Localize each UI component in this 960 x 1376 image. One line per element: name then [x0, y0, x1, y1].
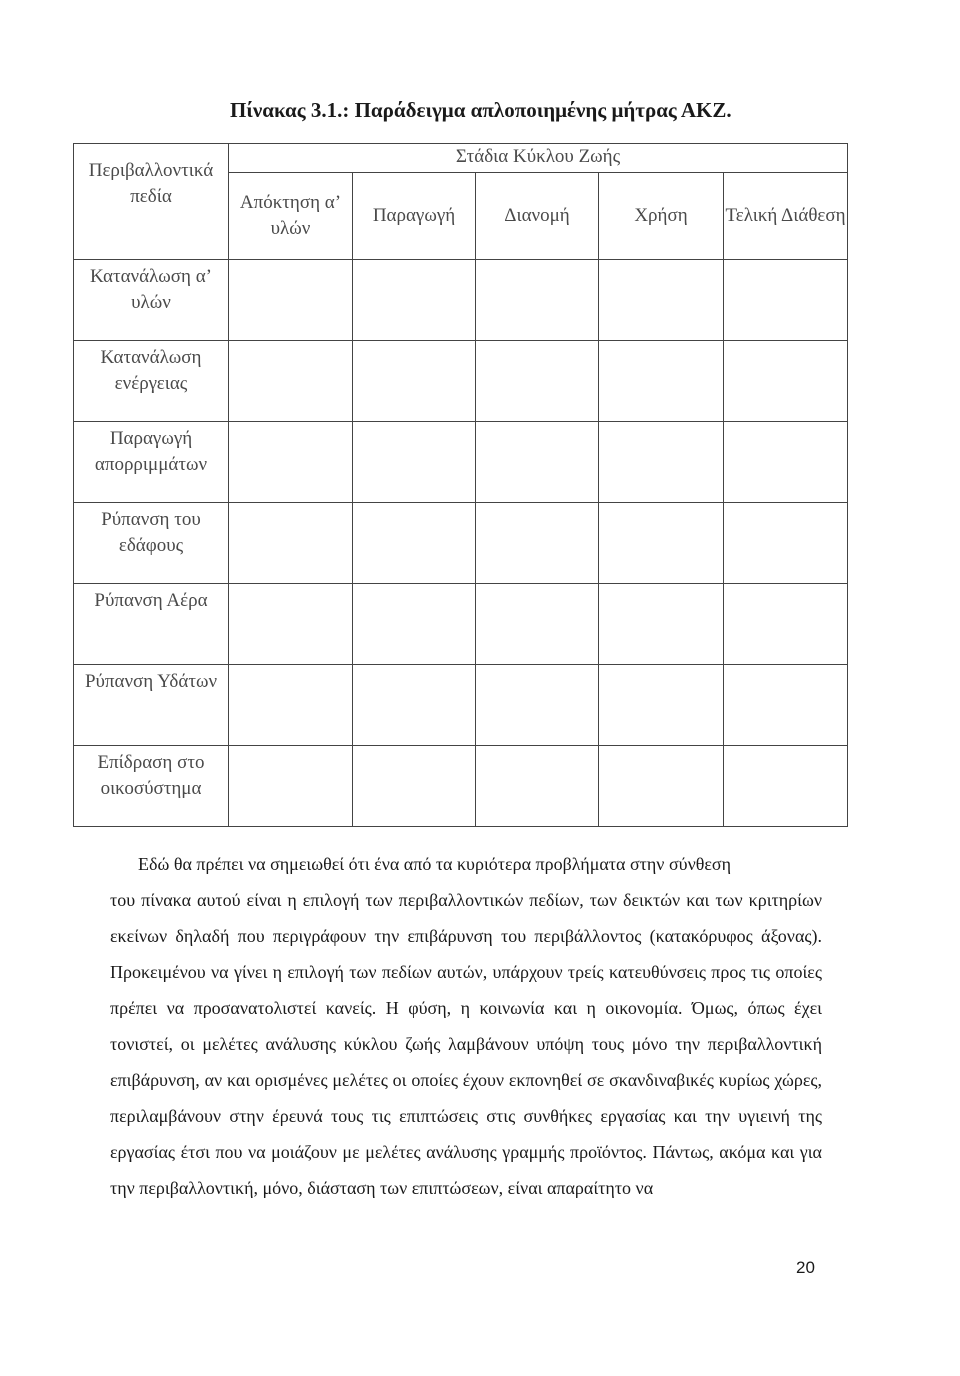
table-cell — [476, 503, 599, 584]
table-cell — [476, 422, 599, 503]
stage-header: Διανομή — [476, 173, 599, 260]
table-row — [74, 260, 848, 341]
table-cell — [724, 746, 848, 827]
table-cell — [353, 503, 476, 584]
table-cell — [229, 665, 353, 746]
row-label: Κατανάλωση α’ υλών — [74, 260, 229, 341]
table-cell — [229, 584, 353, 665]
table-cell — [229, 746, 353, 827]
paragraph-first-line: Εδώ θα πρέπει να σημειωθεί ότι ένα από τα κυριότερα προβλήματα στην σύνθεση — [138, 854, 731, 874]
table-cell — [599, 584, 724, 665]
lca-matrix-table — [73, 143, 848, 827]
table-row — [74, 422, 848, 503]
corner-header: Περιβαλλοντικά πεδία — [74, 144, 229, 260]
stage-header: Απόκτηση α’ υλών — [229, 173, 353, 260]
row-label: Ρύπανση του εδάφους — [74, 503, 229, 584]
page-number: 20 — [796, 1258, 815, 1277]
stage-header: Χρήση — [599, 173, 724, 260]
table-cell — [229, 503, 353, 584]
table-cell — [724, 584, 848, 665]
table-cell — [353, 584, 476, 665]
table-cell — [599, 260, 724, 341]
stage-header: Παραγωγή — [353, 173, 476, 260]
table-row — [74, 503, 848, 584]
table-row — [74, 746, 848, 827]
table-caption: Πίνακας 3.1.: Παράδειγμα απλοποιημένης μήτρας ΑΚΖ. — [230, 98, 732, 122]
table-cell — [229, 260, 353, 341]
body-paragraph — [110, 846, 822, 1206]
table-row — [74, 665, 848, 746]
table-cell — [724, 341, 848, 422]
row-label: Επίδραση στο οικοσύστημα — [74, 746, 229, 827]
table-cell — [724, 422, 848, 503]
row-label: Ρύπανση Υδάτων — [74, 665, 229, 746]
table-cell — [353, 260, 476, 341]
table-cell — [599, 746, 724, 827]
table-row — [74, 584, 848, 665]
table-cell — [353, 341, 476, 422]
table-row — [74, 341, 848, 422]
table-cell — [229, 341, 353, 422]
table-cell — [599, 341, 724, 422]
table-cell — [353, 746, 476, 827]
table-cell — [476, 665, 599, 746]
table-cell — [724, 503, 848, 584]
paragraph-text: του πίνακα αυτού είναι η επιλογή των περιβαλλοντικών πεδίων, των δεικτών και των κριτηρίων εκείνων δηλαδή που περιγράφουν την επιβάρυνση του περιβάλλοντος (κατακόρυφος άξονας). Προκειμένου να γίνει η επιλογή των πεδίων αυτών, υπάρχουν τρείς κατευθύνσεις προς τις οποίες πρέπει να προσανατολιστεί κανείς. Η φύση, η κοινωνία και η οικονομία. Όμως, όπως έχει τονιστεί, οι μελέτες ανάλυσης κύκλου ζωής λαμβάνουν υπόψη τους μόνο την περιβαλλοντική επιβάρυνση, αν και ορισμένες μελέτες οι οποίες έχουν εκπονηθεί σε σκανδιναβικές κυρίως χώρες, περιλαμβάνουν στην έρευνά τους τις επιπτώσεις στις συνθήκες εργασίας και την υγιεινή της εργασίας έτσι που να μοιάζουν με μελέτες ανάλυσης γραμμής προϊόντος. Πάντως, ακόμα και για την περιβαλλοντική, μόνο, διάσταση των επιπτώσεων, είναι απαραίτητο να — [110, 890, 822, 1198]
table-cell — [476, 341, 599, 422]
table-cell — [229, 422, 353, 503]
table-cell — [599, 422, 724, 503]
table-cell — [353, 665, 476, 746]
table-cell — [353, 422, 476, 503]
row-label: Κατανάλωση ενέργειας — [74, 341, 229, 422]
table-cell — [476, 260, 599, 341]
row-label: Παραγωγή απορριμμάτων — [74, 422, 229, 503]
row-label: Ρύπανση Αέρα — [74, 584, 229, 665]
table-cell — [724, 260, 848, 341]
table-cell — [724, 665, 848, 746]
lifecycle-stages-header: Στάδια Κύκλου Ζωής — [229, 144, 848, 173]
table-cell — [599, 665, 724, 746]
table-cell — [599, 503, 724, 584]
table-cell — [476, 746, 599, 827]
table-cell — [476, 584, 599, 665]
stage-header: Τελική Διάθεση — [724, 173, 848, 260]
